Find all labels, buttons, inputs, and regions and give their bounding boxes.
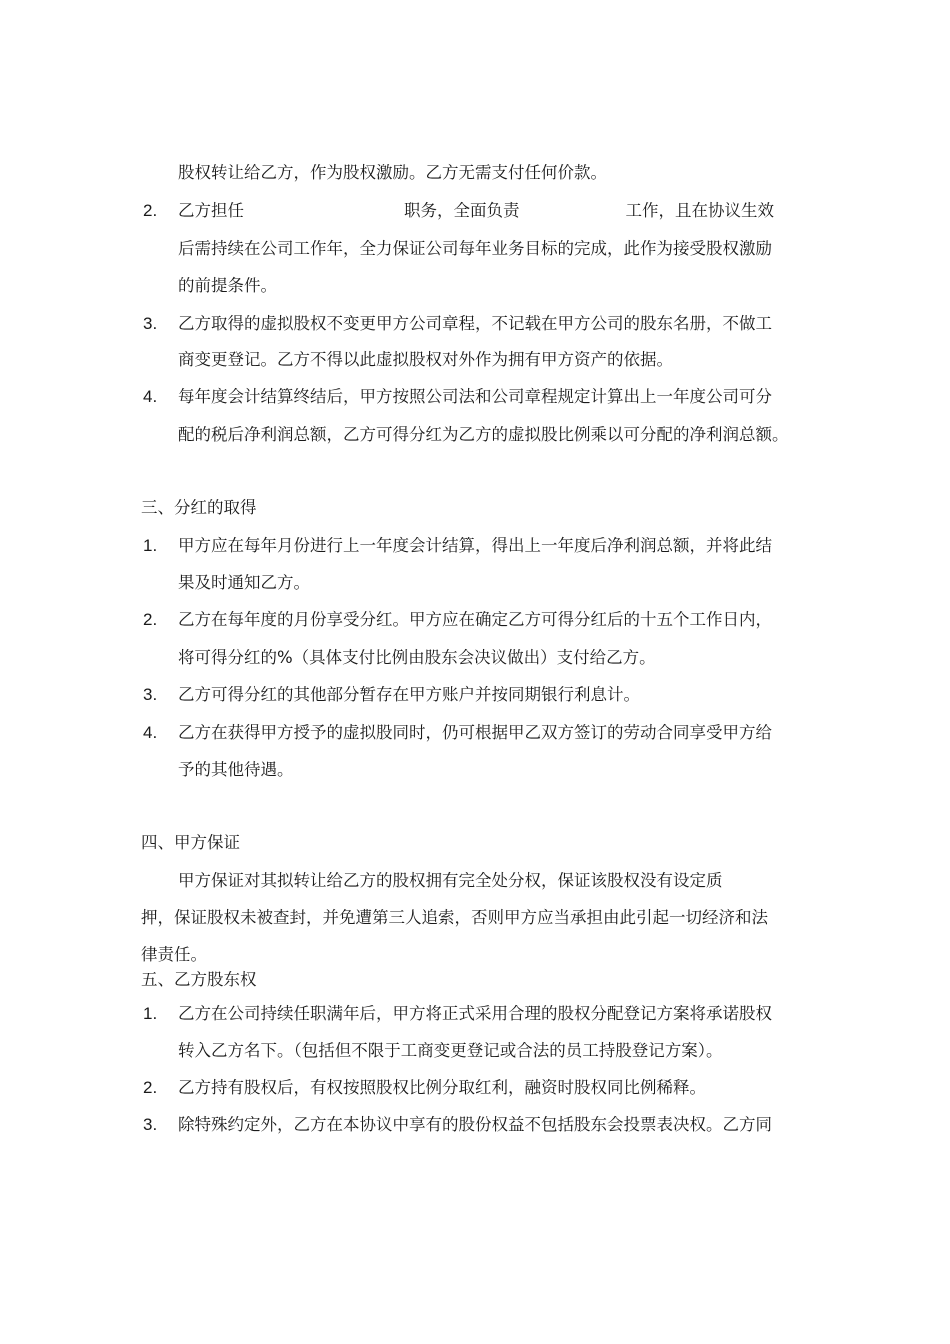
list-number: 4.: [143, 723, 158, 742]
body-text-line: 甲方应在每年月份进行上一年度会计结算，得出上一年度后净利润总额，并将此结: [178, 536, 772, 555]
list-number: 4.: [143, 387, 158, 406]
body-text-line: 配的税后净利润总额，乙方可得分红为乙方的虚拟股比例乘以可分配的净利润总额。: [178, 425, 789, 444]
body-text-line: 果及时通知乙方。: [178, 573, 310, 592]
body-text-line: 除特殊约定外，乙方在本协议中享有的股份权益不包括股东会投票表决权。乙方同: [178, 1115, 772, 1134]
body-text-line: 商变更登记。乙方不得以此虚拟股权对外作为拥有甲方资产的依据。: [178, 350, 673, 369]
body-text-line: 转入乙方名下。（包括但不限于工商变更登记或合法的员工持股登记方案）。: [178, 1041, 723, 1060]
section-heading: 三、分红的取得: [141, 498, 257, 517]
body-text-line: 甲方保证对其拟转让给乙方的股权拥有完全处分权，保证该股权没有设定质: [178, 871, 723, 890]
body-text-line: 押，保证股权未被查封，并免遭第三人追索，否则甲方应当承担由此引起一切经济和法: [141, 908, 768, 927]
text-segment: 乙方担任: [178, 201, 244, 220]
list-number: 3.: [143, 1115, 158, 1134]
body-text-line: 后需持续在公司工作年，全力保证公司每年业务目标的完成，此作为接受股权激励: [178, 239, 772, 258]
body-text-line: 予的其他待遇。: [178, 760, 294, 779]
text-segment: 职务，全面负责: [404, 201, 520, 220]
list-number: 1.: [143, 536, 158, 555]
list-number: 3.: [143, 314, 158, 333]
text-segment: 工作，且在协议生效: [625, 201, 774, 220]
list-number: 2.: [143, 610, 158, 629]
list-number: 2.: [143, 1078, 158, 1097]
list-number: 2.: [143, 201, 158, 220]
body-text-line: 乙方在获得甲方授予的虚拟股同时，仍可根据甲乙双方签订的劳动合同享受甲方给: [178, 723, 772, 742]
body-text-line: 乙方在公司持续任职满年后，甲方将正式采用合理的股权分配登记方案将承诺股权: [178, 1004, 772, 1023]
body-text-line: 每年度会计结算终结后，甲方按照公司法和公司章程规定计算出上一年度公司可分: [178, 387, 772, 406]
body-text-line: 乙方可得分红的其他部分暂存在甲方账户并按同期银行利息计。: [178, 685, 640, 704]
body-text-line: 律责任。: [141, 945, 207, 964]
body-text-line: 的前提条件。: [178, 276, 277, 295]
list-number: 3.: [143, 685, 158, 704]
section-heading: 五、乙方股东权: [141, 970, 257, 989]
body-text-line: [178, 201, 774, 221]
body-text-line: 乙方持有股权后，有权按照股权比例分取红利，融资时股权同比例稀释。: [178, 1078, 706, 1097]
body-text-line: 乙方取得的虚拟股权不变更甲方公司章程，不记载在甲方公司的股东名册，不做工: [178, 314, 772, 333]
body-text-line: 股权转让给乙方，作为股权激励。乙方无需支付任何价款。: [178, 163, 607, 182]
body-text-line: 乙方在每年度的月份享受分红。甲方应在确定乙方可得分红后的十五个工作日内，: [178, 610, 772, 629]
list-number: 1.: [143, 1004, 158, 1023]
section-heading: 四、甲方保证: [141, 833, 240, 852]
body-text-line: 将可得分红的%（具体支付比例由股东会决议做出）支付给乙方。: [178, 648, 656, 667]
